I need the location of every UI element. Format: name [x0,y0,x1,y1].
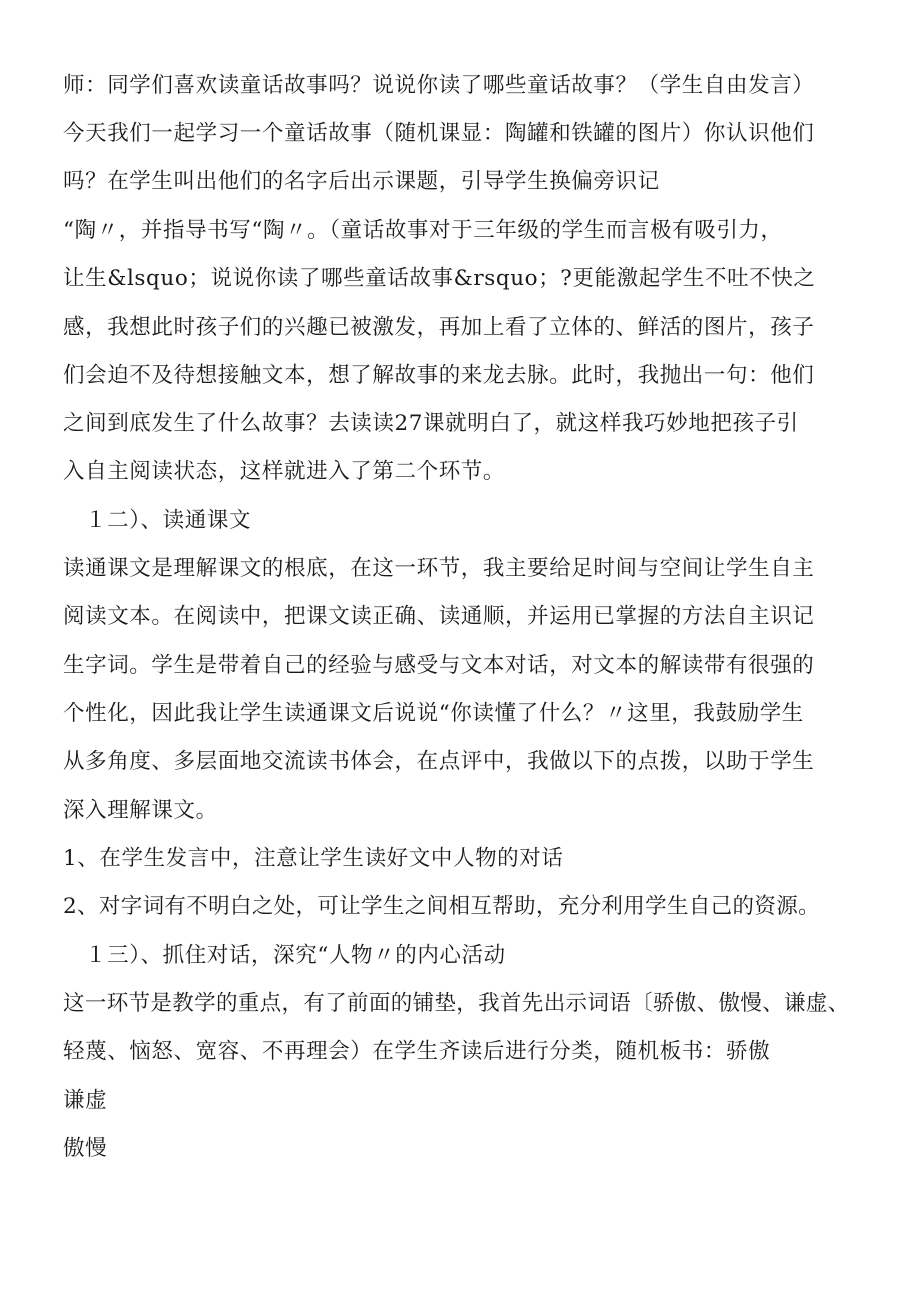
paragraph-line: 们会迫不及待想接触文本，想了解故事的来龙去脉。此时，我抛出一句：他们 [63,363,815,388]
paragraph-line: 入自主阅读状态，这样就进入了第二个环节。 [63,459,506,484]
paragraph-line: 从多角度、多层面地交流读书体会，在点评中，我做以下的点拨，以助于学生 [63,749,815,774]
board-word: 谦虚 [63,1088,108,1113]
paragraph-line: 今天我们一起学习一个童话故事（随机课显：陶罐和铁罐的图片）你认识他们 [63,121,815,146]
paragraph-line: 师：同学们喜欢读童话故事吗？说说你读了哪些童话故事？（学生自由发言） [63,73,815,98]
paragraph-line: “陶〃，并指导书写“陶〃。（童话故事对于三年级的学生而言极有吸引力， [63,218,783,243]
paragraph-line: 生字词。学生是带着自己的经验与感受与文本对话，对文本的解读带有很强的 [63,653,815,678]
paragraph-line: 吗？在学生叫出他们的名字后出示课题，引导学生换偏旁识记 [63,169,660,194]
paragraph-line: 让生&lsquo；说说你读了哪些童话故事&rsquo；?更能激起学生不吐不快之 [63,266,816,291]
list-item: 1、在学生发言中，注意让学生读好文中人物的对话 [63,846,564,871]
section-heading: １二）、读通课文 [85,508,252,533]
paragraph-line: 读通课文是理解课文的根底，在这一环节，我主要给足时间与空间让学生自主 [63,556,815,581]
list-item: 2、对字词有不明白之处，可让学生之间相互帮助，充分利用学生自己的资源。 [63,894,820,919]
paragraph-line: 阅读文本。在阅读中，把课文读正确、读通顺，并运用已掌握的方法自主识记 [63,604,815,629]
paragraph-line: 这一环节是教学的重点，有了前面的铺垫，我首先出示词语〔骄傲、傲慢、谦虚、 [63,991,850,1016]
section-heading: １三）、抓住对话，深究“人物〃的内心活动 [85,943,506,968]
board-word: 傲慢 [63,1136,108,1161]
paragraph-line: 深入理解课文。 [63,798,218,823]
paragraph-line: 轻蔑、恼怒、宽容、不再理会）在学生齐读后进行分类，随机板书：骄傲 [63,1039,771,1064]
paragraph-line: 个性化，因此我让学生读通课文后说说“你读懂了什么？〃这里，我鼓励学生 [63,701,804,726]
paragraph-line: 感，我想此时孩子们的兴趣已被激发，再加上看了立体的、鲜活的图片，孩子 [63,315,815,340]
paragraph-line: 之间到底发生了什么故事？去读读27课就明白了，就这样我巧妙地把孩子引 [63,411,799,436]
